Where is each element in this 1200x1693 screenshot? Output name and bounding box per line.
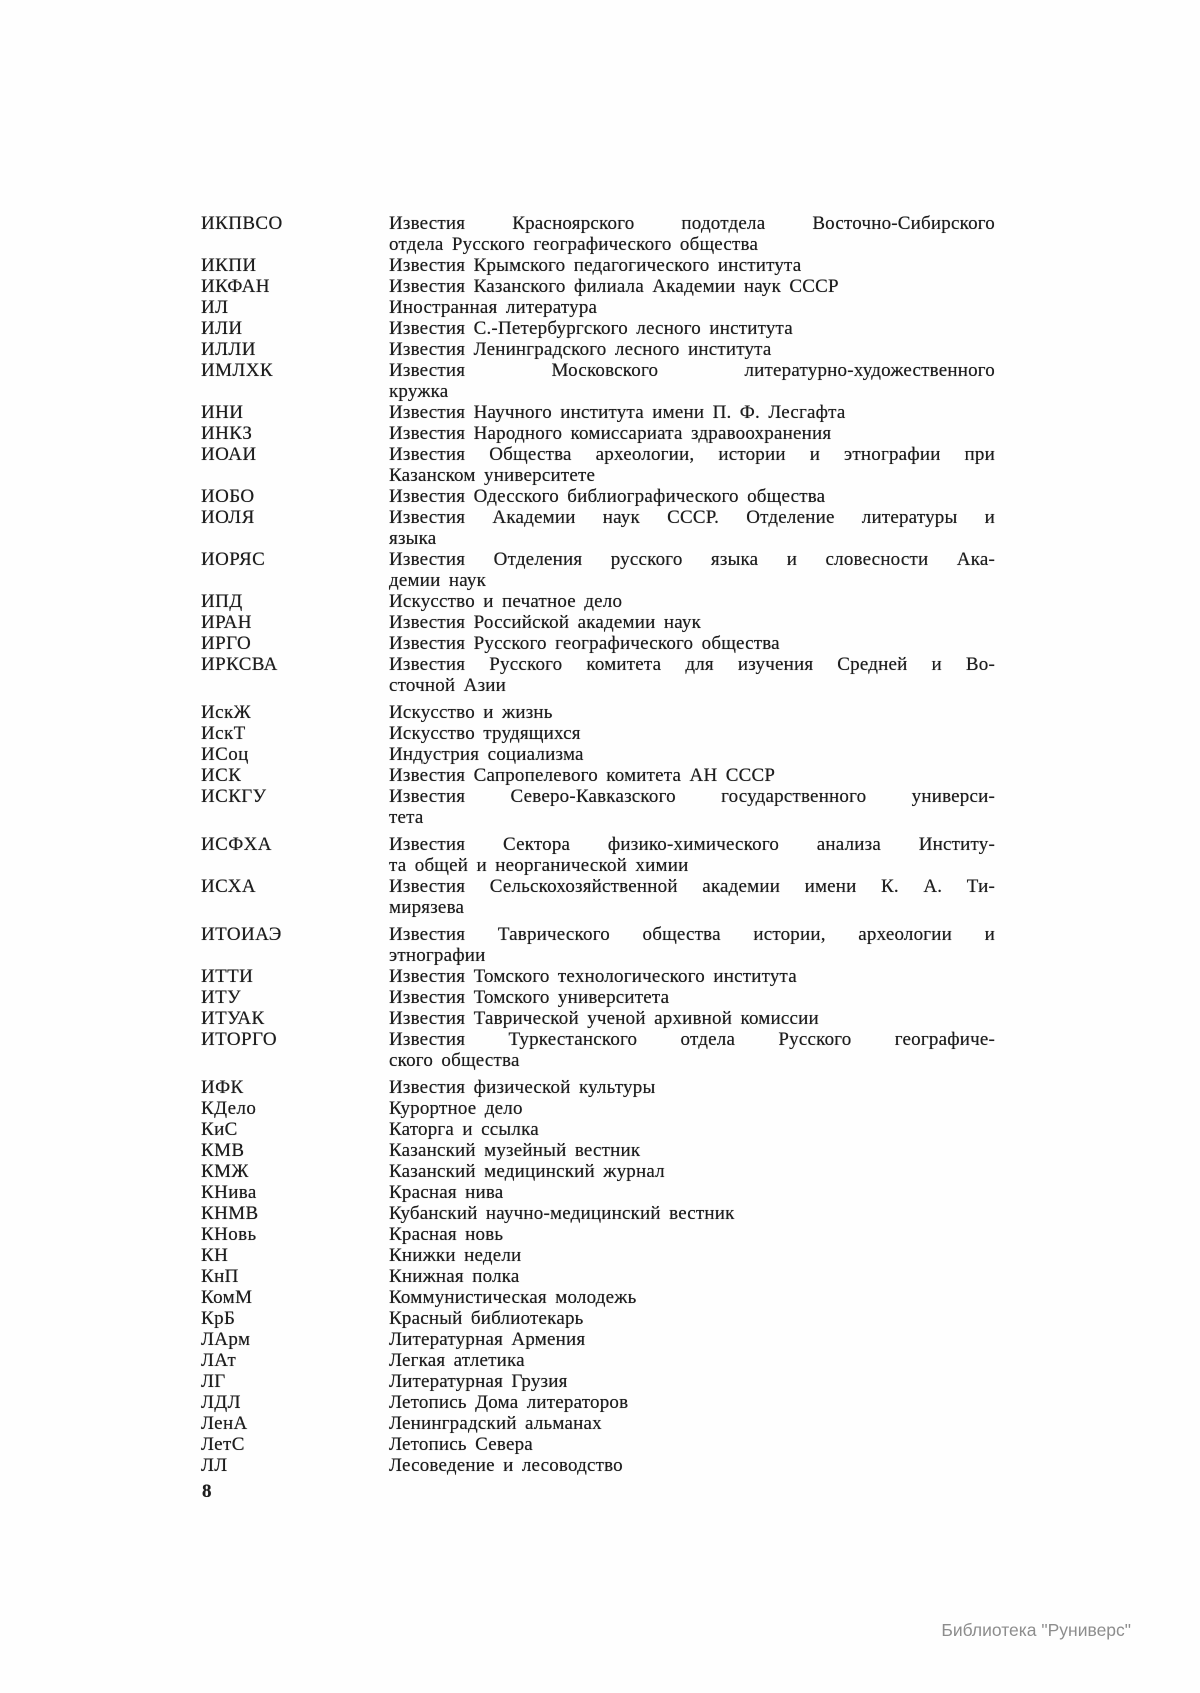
abbreviation-entry — [201, 765, 995, 786]
abbreviation-definition — [389, 1008, 995, 1029]
abbreviation-definition — [389, 1182, 995, 1203]
definition-line: языка — [389, 528, 437, 549]
definition-line: Известия физической культуры — [389, 1077, 656, 1098]
abbreviation-definition — [389, 360, 995, 402]
abbreviation-definition — [389, 1287, 995, 1308]
definition-line: мирязева — [389, 897, 465, 918]
abbreviation-term: ИСоц — [201, 744, 249, 765]
definition-line: Известия Русского географического общества — [389, 633, 780, 654]
abbreviation-term: ИМЛХК — [201, 360, 273, 381]
definition-line: Кубанский научно-медицинский вестник — [389, 1203, 735, 1224]
definition-line: Книжная полка — [389, 1266, 520, 1287]
abbreviation-entry — [201, 633, 995, 654]
abbreviation-definition — [389, 702, 995, 723]
abbreviation-definition — [389, 966, 995, 987]
abbreviation-term: ИПД — [201, 591, 243, 612]
definition-line: Казанском университете — [389, 465, 596, 486]
abbreviation-term: ИТОИАЭ — [201, 924, 282, 945]
abbreviation-entry — [201, 1008, 995, 1029]
abbreviation-definition — [389, 987, 995, 1008]
definition-line: Известия Ленинградского лесного института — [389, 339, 772, 360]
abbreviation-entry — [201, 213, 995, 255]
abbreviation-term: ИСФХА — [201, 834, 272, 855]
abbreviation-term: ЛетС — [201, 1434, 245, 1455]
abbreviation-entry — [201, 297, 995, 318]
definition-line: Красная новь — [389, 1224, 504, 1245]
definition-line: Книжки недели — [389, 1245, 522, 1266]
definition-line: Красный библиотекарь — [389, 1308, 584, 1329]
abbreviation-term: ИСК — [201, 765, 242, 786]
definition-line: Каторга и ссылка — [389, 1119, 539, 1140]
abbreviation-term: ЛГ — [201, 1371, 226, 1392]
definition-line: Известия Красноярского подотдела Восточно-Сибирского — [389, 213, 995, 234]
abbreviation-term: ЛенА — [201, 1413, 248, 1434]
abbreviation-entry — [201, 1245, 995, 1266]
abbreviation-entry — [201, 549, 995, 591]
definition-line: демии наук — [389, 570, 486, 591]
abbreviation-entry — [201, 507, 995, 549]
abbreviation-entry — [201, 1161, 995, 1182]
abbreviation-term: КомМ — [201, 1287, 253, 1308]
abbreviation-term: ИРАН — [201, 612, 252, 633]
abbreviation-term: ИОРЯС — [201, 549, 266, 570]
abbreviation-definition — [389, 1203, 995, 1224]
definition-line: Известия Сектора физико-химического анализа Институ- — [389, 834, 995, 855]
definition-line: Иностранная литература — [389, 297, 598, 318]
definition-line: Известия Отделения русского языка и словесности Ака- — [389, 549, 995, 570]
abbreviation-entry — [201, 318, 995, 339]
abbreviation-term: ИЛ — [201, 297, 229, 318]
definition-line: отдела Русского географического общества — [389, 234, 759, 255]
abbreviation-definition — [389, 834, 995, 876]
abbreviation-entry — [201, 786, 995, 828]
abbreviation-term: КН — [201, 1245, 229, 1266]
abbreviation-entry — [201, 612, 995, 633]
abbreviation-term: ИНКЗ — [201, 423, 253, 444]
definition-line: Литературная Грузия — [389, 1371, 568, 1392]
abbreviation-definition — [389, 1455, 995, 1476]
page-number: 8 — [202, 1481, 212, 1502]
definition-line: Известия Томского университета — [389, 987, 670, 1008]
definition-line: этнографии — [389, 945, 486, 966]
definition-line: Коммунистическая молодежь — [389, 1287, 637, 1308]
definition-line: Известия С.-Петербургского лесного института — [389, 318, 793, 339]
abbreviation-definition — [389, 633, 995, 654]
abbreviation-definition — [389, 612, 995, 633]
abbreviation-definition — [389, 444, 995, 486]
abbreviation-term: ИНИ — [201, 402, 244, 423]
definition-line: Известия Русского комитета для изучения Средней и Во- — [389, 654, 995, 675]
abbreviation-entry — [201, 276, 995, 297]
abbreviation-definition — [389, 1413, 995, 1434]
abbreviation-definition — [389, 507, 995, 549]
abbreviation-entry — [201, 1308, 995, 1329]
abbreviation-term: ИФК — [201, 1077, 244, 1098]
abbreviation-term: ИСКГУ — [201, 786, 267, 807]
abbreviation-entry — [201, 339, 995, 360]
definition-line: Курортное дело — [389, 1098, 523, 1119]
abbreviation-definition — [389, 549, 995, 591]
definition-line: Литературная Армения — [389, 1329, 586, 1350]
definition-line: Красная нива — [389, 1182, 504, 1203]
abbreviation-entry — [201, 402, 995, 423]
abbreviation-term: ИОБО — [201, 486, 255, 507]
abbreviation-term: ЛДЛ — [201, 1392, 241, 1413]
definition-line: Известия Сапропелевого комитета АН СССР — [389, 765, 776, 786]
abbreviation-entry — [201, 1413, 995, 1434]
abbreviation-entry — [201, 1371, 995, 1392]
abbreviation-term: ИТУАК — [201, 1008, 265, 1029]
abbreviation-definition — [389, 1224, 995, 1245]
abbreviation-term: КнП — [201, 1266, 239, 1287]
definition-line: Известия Научного института имени П. Ф. Лесгафта — [389, 402, 846, 423]
abbreviation-definition — [389, 723, 995, 744]
abbreviation-term: ИОЛЯ — [201, 507, 255, 528]
abbreviation-definition — [389, 486, 995, 507]
definition-line: Известия Таврического общества истории, археологии и — [389, 924, 995, 945]
abbreviation-definition — [389, 255, 995, 276]
definition-line: Индустрия социализма — [389, 744, 584, 765]
abbreviation-entry — [201, 1350, 995, 1371]
abbreviation-definition — [389, 1029, 995, 1071]
definition-line: Известия Казанского филиала Академии наук СССР — [389, 276, 839, 297]
abbreviation-entry — [201, 591, 995, 612]
abbreviation-entry — [201, 1077, 995, 1098]
abbreviation-definition — [389, 1077, 995, 1098]
abbreviation-definition — [389, 1392, 995, 1413]
abbreviation-definition — [389, 1329, 995, 1350]
definition-line: Искусство и печатное дело — [389, 591, 623, 612]
definition-line: Известия Крымского педагогического института — [389, 255, 802, 276]
abbreviation-term: ИРГО — [201, 633, 252, 654]
definition-line: Известия Одесского библиографического общества — [389, 486, 826, 507]
abbreviation-entry — [201, 1287, 995, 1308]
definition-line: Известия Сельскохозяйственной академии имени К. А. Ти- — [389, 876, 995, 897]
definition-line: Искусство трудящихся — [389, 723, 581, 744]
abbreviation-definition — [389, 1308, 995, 1329]
abbreviation-entry — [201, 360, 995, 402]
abbreviation-entry — [201, 1182, 995, 1203]
definition-line: Известия Академии наук СССР. Отделение литературы и — [389, 507, 995, 528]
abbreviation-term: ИКПВСО — [201, 213, 283, 234]
abbreviation-term: КНива — [201, 1182, 257, 1203]
abbreviation-definition — [389, 423, 995, 444]
abbreviation-entry — [201, 654, 995, 696]
abbreviation-term: ИТТИ — [201, 966, 254, 987]
abbreviation-definition — [389, 1371, 995, 1392]
abbreviation-definition — [389, 1161, 995, 1182]
abbreviation-entry — [201, 1455, 995, 1476]
abbreviation-entry — [201, 444, 995, 486]
definition-line: Лесоведение и лесоводство — [389, 1455, 623, 1476]
abbreviation-term: ИРКСВА — [201, 654, 278, 675]
abbreviation-definition — [389, 1098, 995, 1119]
abbreviation-definition — [389, 402, 995, 423]
definition-line: Казанский медицинский журнал — [389, 1161, 665, 1182]
abbreviation-term: КНовь — [201, 1224, 257, 1245]
abbreviation-term: ЛАрм — [201, 1329, 251, 1350]
definition-line: Летопись Севера — [389, 1434, 533, 1455]
abbreviation-definition — [389, 339, 995, 360]
abbreviation-definition — [389, 744, 995, 765]
abbreviation-entry — [201, 1434, 995, 1455]
definition-line: Известия Народного комиссариата здравоохранения — [389, 423, 832, 444]
definition-line: Известия Туркестанского отдела Русского географиче- — [389, 1029, 995, 1050]
abbreviation-entry — [201, 1329, 995, 1350]
abbreviation-term: ИскЖ — [201, 702, 252, 723]
definition-line: Известия Общества археологии, истории и этнографии при — [389, 444, 995, 465]
abbreviation-definition — [389, 876, 995, 918]
abbreviation-term: ИскТ — [201, 723, 246, 744]
abbreviation-term: КиС — [201, 1119, 238, 1140]
abbreviation-entry — [201, 1140, 995, 1161]
abbreviation-entry — [201, 744, 995, 765]
abbreviation-definition — [389, 1350, 995, 1371]
abbreviation-term: ЛЛ — [201, 1455, 228, 1476]
abbreviation-definition — [389, 318, 995, 339]
definition-line: Легкая атлетика — [389, 1350, 525, 1371]
abbreviation-definition — [389, 1119, 995, 1140]
library-watermark: Библиотека "Руниверс" — [941, 1620, 1131, 1640]
abbreviation-entry — [201, 1119, 995, 1140]
abbreviation-definition — [389, 1434, 995, 1455]
abbreviation-term: КДело — [201, 1098, 257, 1119]
definition-line: сточной Азии — [389, 675, 507, 696]
abbreviation-entry — [201, 987, 995, 1008]
abbreviation-definition — [389, 1245, 995, 1266]
abbreviation-definition — [389, 591, 995, 612]
abbreviation-entry — [201, 723, 995, 744]
definition-line: Искусство и жизнь — [389, 702, 553, 723]
abbreviation-term: КНМВ — [201, 1203, 259, 1224]
abbreviation-term: ЛАт — [201, 1350, 237, 1371]
definition-line: Казанский музейный вестник — [389, 1140, 641, 1161]
abbreviation-entry — [201, 966, 995, 987]
abbreviation-term: ИЛЛИ — [201, 339, 256, 360]
abbreviation-entry — [201, 876, 995, 918]
abbreviation-entry — [201, 1203, 995, 1224]
abbreviation-term: ИТОРГО — [201, 1029, 277, 1050]
abbreviation-term: ИКПИ — [201, 255, 257, 276]
abbreviation-definition — [389, 765, 995, 786]
abbreviation-entry — [201, 1098, 995, 1119]
definition-line: Известия Российской академии наук — [389, 612, 702, 633]
abbreviation-definition — [389, 213, 995, 255]
abbreviation-term: ИКФАН — [201, 276, 270, 297]
abbreviation-definition — [389, 924, 995, 966]
abbreviation-entry — [201, 1224, 995, 1245]
abbreviation-term: ИОАИ — [201, 444, 257, 465]
abbreviation-definition — [389, 297, 995, 318]
definition-line: Известия Московского литературно-художественного — [389, 360, 995, 381]
definition-line: Известия Томского технологического института — [389, 966, 797, 987]
abbreviation-definition — [389, 276, 995, 297]
abbreviation-list — [201, 213, 995, 1476]
abbreviation-entry — [201, 486, 995, 507]
abbreviation-entry — [201, 924, 995, 966]
abbreviation-term: ИСХА — [201, 876, 256, 897]
abbreviation-entry — [201, 1392, 995, 1413]
abbreviation-definition — [389, 1140, 995, 1161]
definition-line: Известия Северо-Кавказского государственного универси- — [389, 786, 995, 807]
abbreviation-entry — [201, 1266, 995, 1287]
abbreviation-entry — [201, 423, 995, 444]
definition-line: тета — [389, 807, 424, 828]
abbreviation-term: ИТУ — [201, 987, 241, 1008]
definition-line: та общей и неорганической химии — [389, 855, 689, 876]
abbreviation-term: КрБ — [201, 1308, 236, 1329]
definition-line: кружка — [389, 381, 449, 402]
definition-line: Летопись Дома литераторов — [389, 1392, 629, 1413]
definition-line: ского общества — [389, 1050, 520, 1071]
abbreviation-entry — [201, 702, 995, 723]
abbreviation-definition — [389, 654, 995, 696]
abbreviation-term: КМВ — [201, 1140, 245, 1161]
abbreviation-definition — [389, 1266, 995, 1287]
definition-line: Известия Таврической ученой архивной комиссии — [389, 1008, 819, 1029]
abbreviation-entry — [201, 255, 995, 276]
abbreviation-term: КМЖ — [201, 1161, 249, 1182]
abbreviation-definition — [389, 786, 995, 828]
abbreviation-entry — [201, 834, 995, 876]
abbreviation-term: ИЛИ — [201, 318, 243, 339]
abbreviation-entry — [201, 1029, 995, 1071]
definition-line: Ленинградский альманах — [389, 1413, 602, 1434]
